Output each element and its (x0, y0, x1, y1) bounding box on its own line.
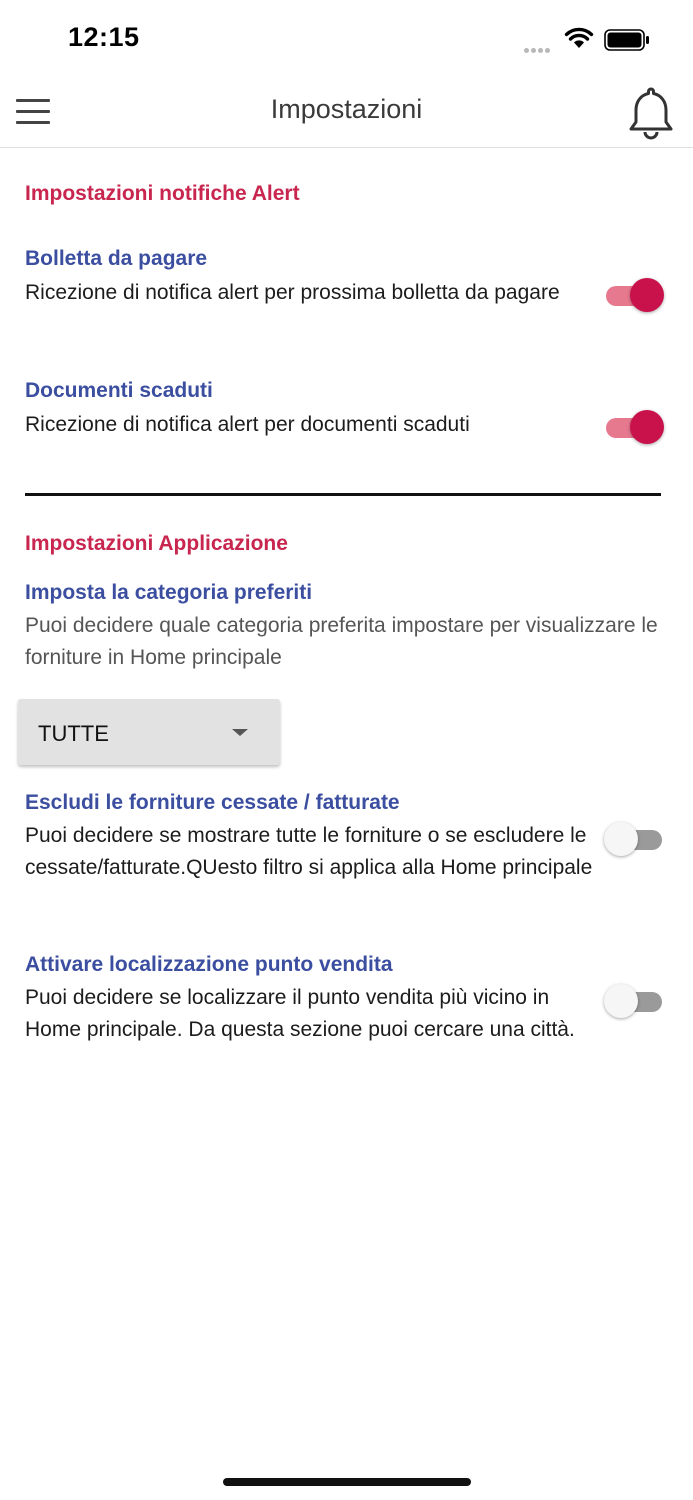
dropdown-arrow-icon (232, 729, 248, 736)
wifi-icon (564, 27, 594, 49)
expired-documents-description: Ricezione di notifica alert per documenti scaduti (25, 413, 470, 436)
home-indicator[interactable] (223, 1478, 471, 1486)
store-location-description: Puoi decidere se localizzare il punto vendita più vicino in Home principale. Da questa sezione puoi cercare una città. (25, 986, 575, 1041)
exclude-closed-toggle[interactable] (606, 822, 664, 856)
status-bar (0, 0, 693, 80)
expired-documents-toggle[interactable] (606, 410, 664, 444)
bill-to-pay-toggle[interactable] (606, 278, 664, 312)
favorite-category-description: Puoi decidere quale categoria preferita impostare per visualizzare le forniture in Home principale (25, 614, 658, 669)
bill-to-pay-description: Ricezione di notifica alert per prossima bolletta da pagare (25, 281, 560, 304)
app-bar (0, 80, 693, 148)
favorite-category-value: TUTTE (38, 721, 109, 746)
expired-documents-title: Documenti scaduti (25, 379, 213, 402)
favorite-category-title: Imposta la categoria preferiti (25, 581, 313, 604)
alert-section-title: Impostazioni notifiche Alert (25, 182, 300, 205)
bell-icon[interactable] (624, 85, 678, 141)
page-title: Impostazioni (270, 94, 423, 124)
app-section-title: Impostazioni Applicazione (25, 532, 288, 555)
exclude-closed-title: Escludi le forniture cessate / fatturate (25, 791, 400, 814)
section-divider (25, 493, 661, 496)
bill-to-pay-title: Bolletta da pagare (25, 247, 208, 270)
status-time: 12:15 (68, 22, 140, 52)
exclude-closed-description: Puoi decidere se mostrare tutte le forniture o se escludere le cessate/fatturate.QUesto filtro si applica alla Home principale (25, 824, 593, 879)
battery-icon (604, 29, 650, 51)
store-location-title: Attivare localizzazione punto vendita (25, 953, 393, 976)
favorite-category-select[interactable] (18, 699, 280, 765)
store-location-toggle[interactable] (606, 984, 664, 1018)
signal-icon (524, 42, 552, 60)
